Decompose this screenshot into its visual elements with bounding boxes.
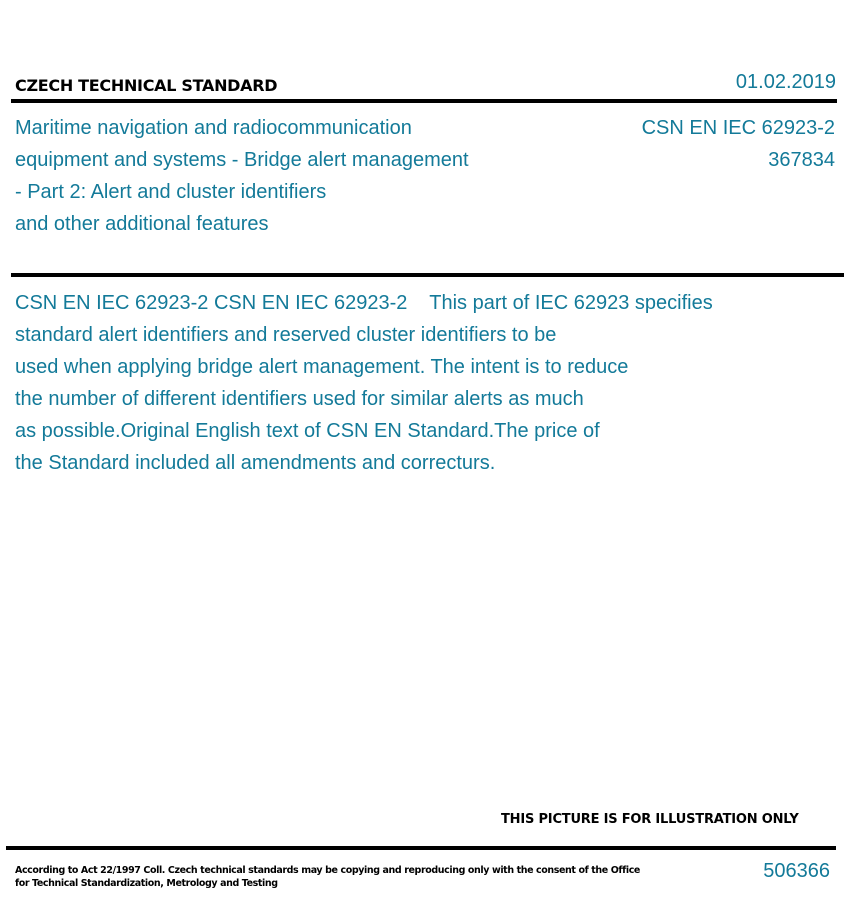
description-line: CSN EN IEC 62923-2 CSN EN IEC 62923-2 This part of IEC 62923 specifies (15, 292, 713, 314)
illustration-notice: THIS PICTURE IS FOR ILLUSTRATION ONLY (501, 812, 799, 827)
title-divider (11, 273, 844, 277)
title-line: - Part 2: Alert and cluster identifiers (15, 181, 327, 203)
standard-type-heading: CZECH TECHNICAL STANDARD (15, 76, 278, 95)
legal-line: According to Act 22/1997 Coll. Czech technical standards may be copying and reproducing only with the consent of the Office (15, 865, 640, 876)
title-line: Maritime navigation and radiocommunication (15, 117, 412, 139)
title-line: equipment and systems - Bridge alert management (15, 149, 469, 171)
description-line: the Standard included all amendments and correcturs. (15, 452, 496, 474)
footer-divider (6, 846, 836, 850)
header-divider (11, 99, 837, 103)
publication-date: 01.02.2019 (735, 71, 836, 93)
standard-title (15, 112, 469, 240)
legal-notice (15, 864, 640, 890)
catalog-number: 367834 (768, 149, 835, 171)
title-line: and other additional features (15, 213, 269, 235)
standard-code: CSN EN IEC 62923-2 (641, 117, 835, 139)
description-line: as possible.Original English text of CSN EN Standard.The price of (15, 420, 600, 442)
description-line: standard alert identifiers and reserved cluster identifiers to be (15, 324, 557, 346)
standard-code-block (642, 112, 835, 176)
description-line: used when applying bridge alert management. The intent is to reduce (15, 356, 629, 378)
legal-line: for Technical Standardization, Metrology and Testing (15, 878, 278, 889)
standard-description (15, 287, 713, 479)
document-number: 506366 (763, 860, 830, 882)
description-line: the number of different identifiers used for similar alerts as much (15, 388, 584, 410)
